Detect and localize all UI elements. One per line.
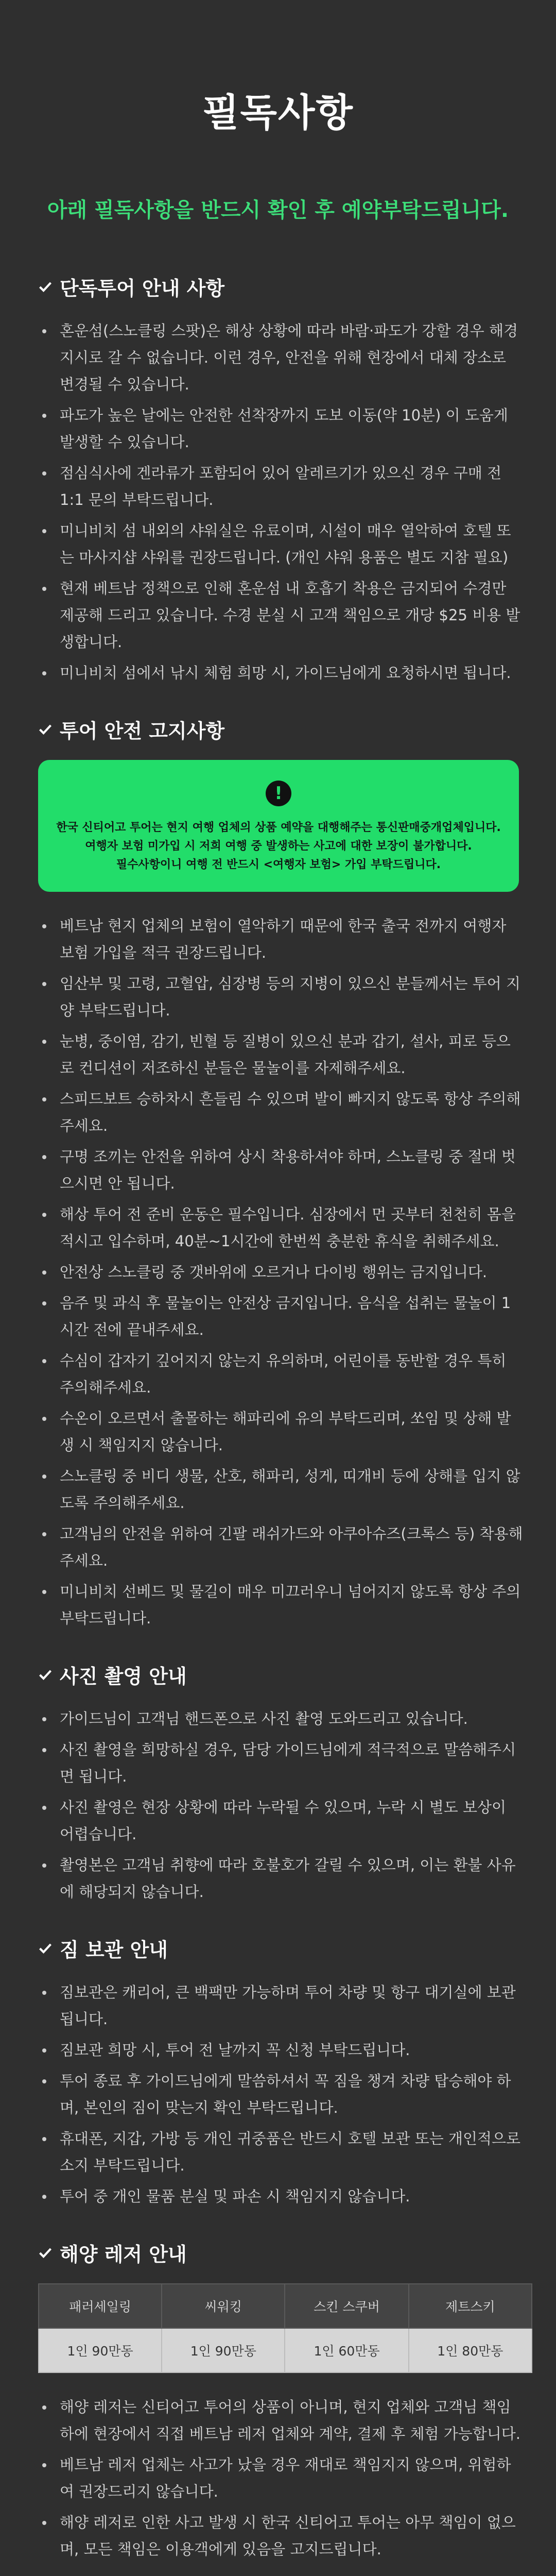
list-item: 스피드보트 승하차시 흔들림 수 있으며 발이 빠지지 않도록 항상 주의해주세요. <box>38 1086 524 1139</box>
section-heading <box>38 2239 524 2267</box>
section-photo <box>0 1660 556 1905</box>
table-header: 스킨 스쿠버 <box>285 2284 408 2328</box>
table-cell: 1인 90만동 <box>162 2328 285 2372</box>
section-heading <box>38 273 524 301</box>
section-leisure <box>0 2239 556 2563</box>
list-item: 가이드님이 고객님 핸드폰으로 사진 촬영 도와드리고 있습니다. <box>38 1705 524 1732</box>
list-item: 사진 촬영을 희망하실 경우, 담당 가이드님에게 적극적으로 말씀해주시면 됩니다. <box>38 1736 524 1790</box>
section-single-tour <box>0 273 556 686</box>
section-title: 해양 레저 안내 <box>60 2243 187 2266</box>
list-item: 수온이 오르면서 출몰하는 해파리에 유의 부탁드리며, 쏘임 및 상해 발생 시 책임지지 않습니다. <box>38 1405 524 1459</box>
list-item: 휴대폰, 지갑, 가방 등 개인 귀중품은 반드시 호텔 보관 또는 개인적으로 소지 부탁드립니다. <box>38 2125 524 2179</box>
table-header: 제트스키 <box>409 2284 532 2328</box>
table-cell: 1인 60만동 <box>285 2328 408 2372</box>
list-item: 짐보관은 캐리어, 큰 백팩만 가능하며 투어 차량 및 항구 대기실에 보관됩니다. <box>38 1979 524 2032</box>
list-item: 임산부 및 고령, 고혈압, 심장병 등의 지병이 있으신 분들께서는 투어 지양 부탁드립니다. <box>38 970 524 1024</box>
check-icon <box>38 1941 53 1956</box>
alert-line: 한국 신티어고 투어는 현지 여행 업체의 상품 예약을 대행해주는 통신판매중개업체입니다. <box>56 821 501 834</box>
notice-list <box>38 1705 524 1905</box>
section-title: 단독투어 안내 사항 <box>60 277 225 300</box>
alert-line: 필수사항이니 여행 전 반드시 <여행자 보험> 가입 부탁드립니다. <box>116 858 441 871</box>
list-item: 사진 촬영은 현장 상황에 따라 누락될 수 있으며, 누락 시 별도 보상이 어렵습니다. <box>38 1794 524 1848</box>
notice-list <box>38 2394 524 2563</box>
list-item: 파도가 높은 날에는 안전한 선착장까지 도보 이동(약 10분) 이 도움게 발생할 수 있습니다. <box>38 402 524 455</box>
list-item: 미니비치 섬에서 낚시 체험 희망 시, 가이드님에게 요청하시면 됩니다. <box>38 659 524 686</box>
check-icon <box>38 1668 53 1682</box>
list-item: 베트남 레저 업체는 사고가 났을 경우 재대로 책임지지 않으며, 위험하여 권장드리지 않습니다. <box>38 2451 524 2505</box>
list-item: 해양 레저는 신티어고 투어의 상품이 아니며, 현지 업체와 고객님 책임 하에 현장에서 직접 베트남 레저 업체와 계약, 결제 후 체험 가능합니다. <box>38 2394 524 2447</box>
list-item: 스노클링 중 비디 생물, 산호, 해파리, 성게, 띠개비 등에 상해를 입지 않도록 주의해주세요. <box>38 1463 524 1516</box>
table-header: 패러세일링 <box>39 2284 162 2328</box>
section-title: 짐 보관 안내 <box>60 1939 168 1961</box>
list-item: 미니비치 선베드 및 물길이 매우 미끄러우니 넘어지지 않도록 항상 주의 부탁드립니다. <box>38 1578 524 1632</box>
notice-list <box>38 1979 524 2210</box>
section-luggage <box>0 1934 556 2210</box>
list-item: 구명 조끼는 안전을 위하여 상시 착용하셔야 하며, 스노클링 중 절대 벗으시면 안 됩니다. <box>38 1143 524 1197</box>
alert-line: 여행자 보험 미가입 시 저희 여행 중 발생하는 사고에 대한 보장이 불가합니다. <box>85 840 472 853</box>
list-item: 음주 및 과식 후 물놀이는 안전상 금지입니다. 음식을 섭취는 물놀이 1시간 전에 끝내주세요. <box>38 1290 524 1343</box>
notice-list <box>38 317 524 686</box>
notice-list <box>38 912 524 1632</box>
page-title: 필독사항 <box>202 91 354 135</box>
list-item: 해양 레저로 인한 사고 발생 시 한국 신티어고 투어는 아무 책임이 없으며, 모든 책임은 이용객에게 있음을 고지드립니다. <box>38 2509 524 2563</box>
page-subtitle: 아래 필독사항을 반드시 확인 후 예약부탁드립니다. <box>47 198 509 222</box>
list-item: 미니비치 섬 내외의 샤워실은 유료이며, 시설이 매우 열악하여 호텔 또는 마사지샵 샤워를 권장드립니다. (개인 샤워 용품은 별도 지참 필요) <box>38 517 524 571</box>
list-item: 점심식사에 겐라류가 포함되어 있어 알레르기가 있으신 경우 구매 전 1:1 문의 부탁드립니다. <box>38 460 524 513</box>
section-heading <box>38 1660 524 1689</box>
check-icon <box>38 280 53 294</box>
check-icon <box>38 2246 53 2260</box>
list-item: 짐보관 희망 시, 투어 전 날까지 꼭 신청 부탁드립니다. <box>38 2037 524 2063</box>
section-heading <box>38 715 524 743</box>
check-icon <box>38 722 53 737</box>
list-item: 안전상 스노클링 중 갯바위에 오르거나 다이빙 행위는 금지입니다. <box>38 1259 524 1285</box>
list-item: 투어 중 개인 물품 분실 및 파손 시 책임지지 않습니다. <box>38 2183 524 2210</box>
leisure-price-table <box>38 2283 532 2373</box>
list-item: 촬영본은 고객님 취향에 따라 호불호가 갈릴 수 있으며, 이는 환불 사유에 해당되지 않습니다. <box>38 1852 524 1905</box>
section-safety <box>0 715 556 1632</box>
section-title: 사진 촬영 안내 <box>60 1665 187 1688</box>
insurance-alert-box <box>38 760 519 892</box>
list-item: 현재 베트남 정책으로 인해 혼운섬 내 호흡기 착용은 금지되어 수경만 제공해 드리고 있습니다. 수경 분실 시 고객 책임으로 개당 $25 비용 발생합니다. <box>38 575 524 655</box>
list-item: 고객님의 안전을 위하여 긴팔 래쉬가드와 아쿠아슈즈(크록스 등) 착용해주세요. <box>38 1520 524 1574</box>
list-item: 투어 종료 후 가이드님에게 말씀하셔서 꼭 짐을 챙겨 차량 탑승해야 하며, 본인의 짐이 맞는지 확인 부탁드립니다. <box>38 2067 524 2121</box>
list-item: 해상 투어 전 준비 운동은 필수입니다. 심장에서 먼 곳부터 천천히 몸을 적시고 입수하며, 40분~1시간에 한번씩 충분한 휴식을 취해주세요. <box>38 1201 524 1255</box>
exclamation-icon: ! <box>266 781 291 806</box>
list-item: 베트남 현지 업체의 보험이 열악하기 때문에 한국 출국 전까지 여행자 보험 가입을 적극 권장드립니다. <box>38 912 524 966</box>
list-item: 혼운섬(스노클링 스팟)은 해상 상황에 따라 바람·파도가 강할 경우 해경 지시로 갈 수 없습니다. 이런 경우, 안전을 위해 현장에서 대체 장소로 변경될 수 있습니다. <box>38 317 524 398</box>
table-cell: 1인 90만동 <box>39 2328 162 2372</box>
table-header: 씨워킹 <box>162 2284 285 2328</box>
section-title: 투어 안전 고지사항 <box>60 720 225 742</box>
list-item: 수심이 갑자기 깊어지지 않는지 유의하며, 어린이를 동반할 경우 특히 주의해주세요. <box>38 1347 524 1401</box>
list-item: 눈병, 중이염, 감기, 빈혈 등 질병이 있으신 분과 갑기, 설사, 피로 등으로 컨디션이 저조하신 분들은 물놀이를 자제해주세요. <box>38 1028 524 1081</box>
table-cell: 1인 80만동 <box>409 2328 532 2372</box>
section-heading <box>38 1934 524 1962</box>
